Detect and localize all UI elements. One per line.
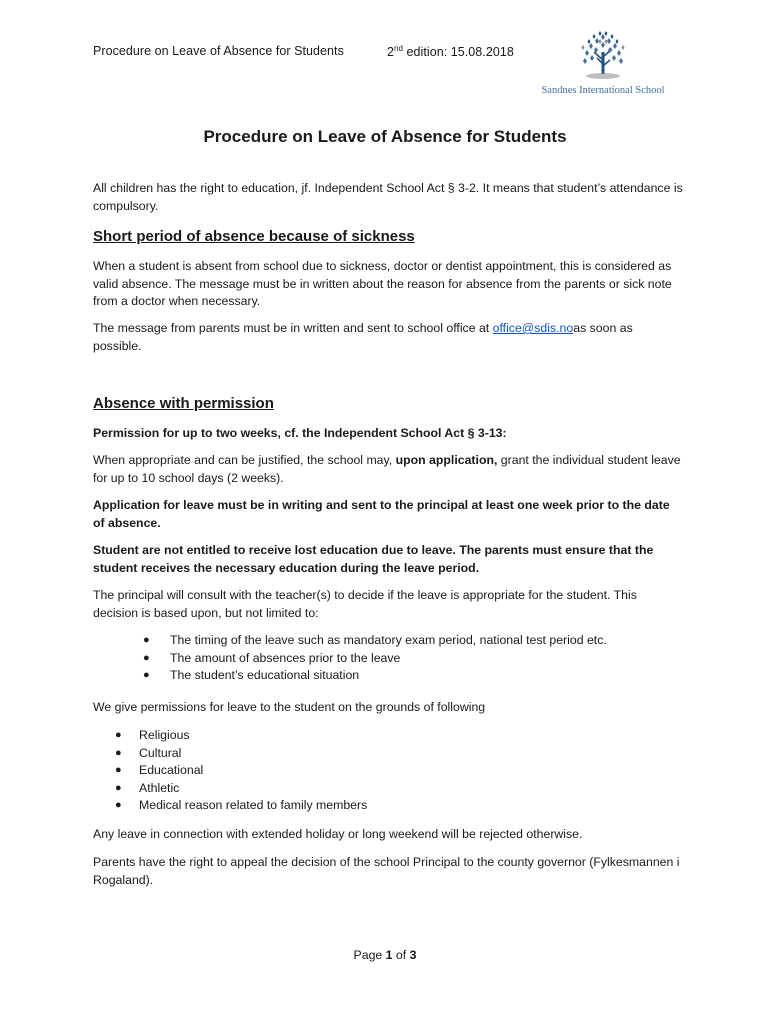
- school-logo: [532, 30, 674, 100]
- bullet-icon: ●: [115, 764, 122, 776]
- lost-education-notice: Student are not entitled to receive lost education due to leave. The parents must ensure that the student receives the necessary education during the leave period.: [93, 543, 654, 575]
- grounds-intro: We give permissions for leave to the student on the grounds of following: [93, 700, 486, 714]
- list-item: ● Religious: [93, 727, 683, 745]
- list-item: ● The timing of the leave such as mandatory exam period, national test period etc.: [93, 632, 683, 650]
- heading-permission: Absence with permission: [93, 395, 274, 412]
- list-item: ● Cultural: [93, 745, 683, 763]
- office-email-link[interactable]: office@sdis.no: [492, 321, 574, 335]
- tree-icon: [532, 30, 674, 84]
- list-item: ● The student’s educational situation: [93, 667, 683, 685]
- intro-paragraph: All children has the right to education, jf. Independent School Act § 3-2. It means that student’s attendance is compulsory.: [93, 181, 683, 213]
- list-item: ● Educational: [93, 762, 683, 780]
- sickness-paragraph-1: When a student is absent from school due to sickness, doctor or dentist appointment, this is considered as valid absence. The message must be in written about the reason for absence from the parents or sick note from a doctor when necessary.: [93, 259, 672, 308]
- heading-sickness: Short period of absence because of sickness: [93, 228, 415, 245]
- bullet-icon: ●: [115, 729, 122, 741]
- bullet-icon: ●: [115, 746, 122, 759]
- permission-paragraph-1: When appropriate and can be justified, the school may, upon application, grant the individual student leave for up to 10 school days (2 weeks).: [93, 453, 681, 485]
- holiday-rejection-paragraph: Any leave in connection with extended holiday or long weekend will be rejected otherwise.: [93, 827, 583, 841]
- logo-school-name: Sandnes International School: [541, 85, 665, 96]
- bullet-icon: ●: [143, 634, 150, 646]
- list-item: ● The amount of absences prior to the leave: [93, 650, 683, 668]
- bullet-icon: ●: [115, 781, 122, 794]
- header-edition: 2nd edition: 15.08.2018: [387, 44, 514, 60]
- appeal-paragraph: Parents have the right to appeal the decision of the school Principal to the county governor (Fylkesmannen i Rogaland).: [93, 855, 680, 887]
- grounds-list: [93, 727, 683, 815]
- header-doc-title: Procedure on Leave of Absence for Students: [93, 44, 344, 58]
- permission-subheading: Permission for up to two weeks, cf. the Independent School Act § 3-13:: [93, 426, 507, 440]
- application-notice: Application for leave must be in writing and sent to the principal at least one week prior to the date of absence.: [93, 498, 670, 530]
- page-number: Page 1 of 3: [353, 948, 417, 962]
- permission-paragraph-2: The principal will consult with the teacher(s) to decide if the leave is appropriate for the student. This decision is based upon, but not limited to:: [93, 588, 637, 620]
- bullet-icon: ●: [143, 669, 150, 681]
- bullet-icon: ●: [143, 651, 150, 664]
- bullet-icon: ●: [115, 799, 122, 811]
- page-title: Procedure on Leave of Absence for Students: [203, 127, 567, 146]
- sickness-paragraph-2: The message from parents must be in written and sent to school office at office@sdis.noas soon as possible.: [93, 321, 633, 353]
- list-item: ● Medical reason related to family members: [93, 797, 683, 815]
- list-item: ● Athletic: [93, 780, 683, 798]
- criteria-list: [93, 632, 683, 685]
